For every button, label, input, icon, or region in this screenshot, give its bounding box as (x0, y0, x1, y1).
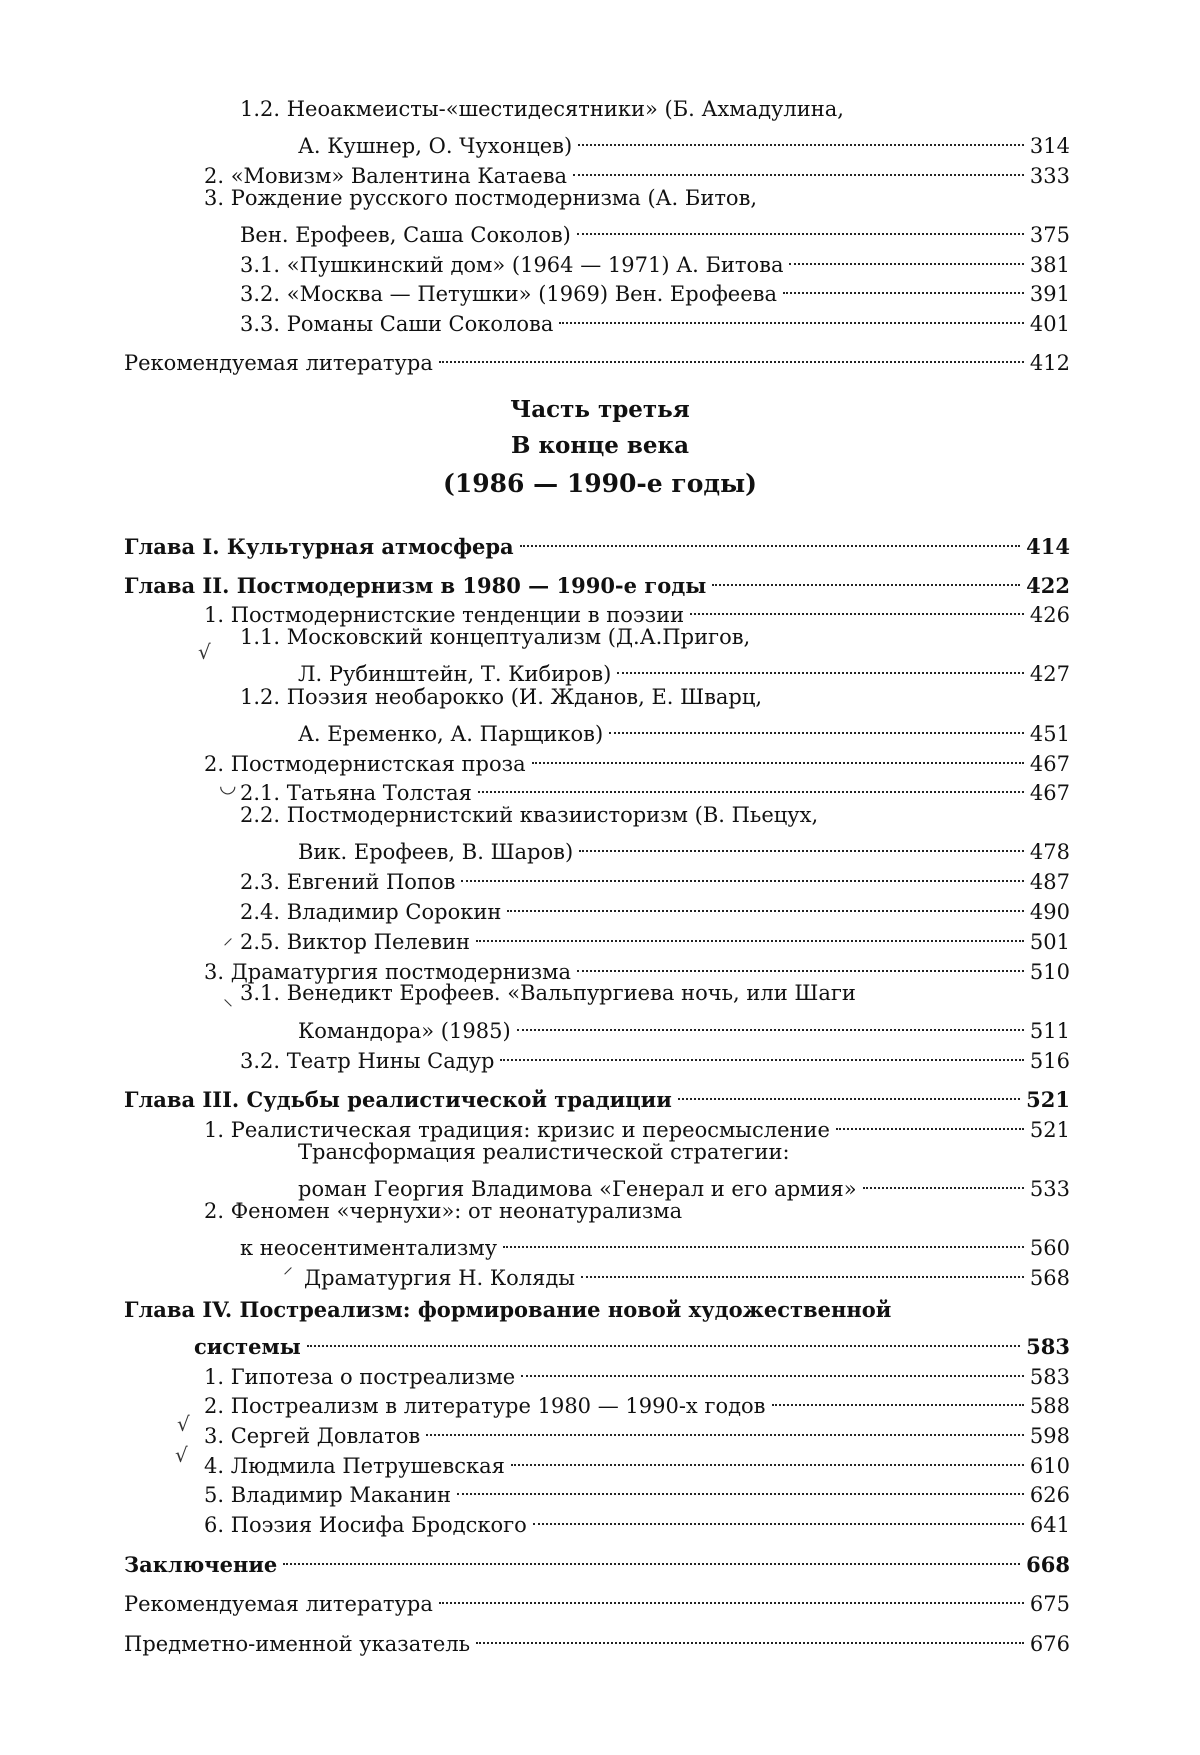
toc-entry-title: 3. Рождение русского постмодернизма (А. Битов, (204, 186, 758, 210)
toc-page-number: 533 (1029, 1177, 1070, 1201)
toc-entry-title: 1.1. Московский концептуализм (Д.А.Пригов, (240, 625, 751, 649)
toc-entry-title: 3.3. Романы Саши Соколова (240, 312, 554, 336)
toc-entry-title: Вен. Ерофеев, Саша Соколов) (240, 223, 571, 247)
toc-page-number: 391 (1029, 282, 1070, 306)
dot-leader (609, 706, 1024, 734)
dot-leader (503, 1220, 1024, 1248)
toc-page-number: 510 (1029, 960, 1070, 984)
toc-page-number: 610 (1029, 1454, 1070, 1478)
dot-leader (712, 558, 1020, 586)
toc-entry-title: к неосентиментализму (240, 1236, 498, 1260)
toc-entry (240, 303, 1070, 336)
toc-entry-title: Глава III. Судьбы реалистической традиции (124, 1087, 672, 1112)
dot-leader (517, 1003, 1024, 1031)
toc-entry (204, 951, 1070, 984)
toc-page-number: 668 (1026, 1552, 1070, 1577)
toc-entry-title: 2.4. Владимир Сорокин (240, 900, 502, 924)
toc-entry-title: Драматургия Н. Коляды (304, 1266, 576, 1290)
toc-entry (204, 594, 1070, 627)
toc-page-number: 583 (1029, 1365, 1070, 1389)
toc-page-number: 451 (1029, 722, 1070, 746)
toc-entry-title: 6. Поэзия Иосифа Бродского (204, 1513, 527, 1537)
dot-leader (307, 1319, 1020, 1347)
toc-entry-title: 3.1. «Пушкинский дом» (1964 — 1971) А. Битова (240, 253, 784, 277)
toc-entry-title: 2.2. Постмодернистский квазиисторизм (В. Пьецух, (240, 803, 819, 827)
toc-page-number: 501 (1029, 930, 1070, 954)
toc-entry (204, 155, 1070, 188)
toc-entry-title: Рекомендуемая литература (124, 1592, 433, 1616)
toc-entry-title: 1. Гипотеза о постреализме (204, 1365, 516, 1389)
dot-leader (439, 1576, 1024, 1604)
toc-entry-title: 2.1. Татьяна Толстая (240, 781, 472, 805)
toc-entry-title: 2. «Мовизм» Валентина Катаева (204, 164, 568, 188)
dot-leader (439, 335, 1024, 363)
toc-page-number: 568 (1029, 1266, 1070, 1290)
part-title: Часть третья (510, 396, 690, 423)
toc-page-number: 676 (1029, 1632, 1070, 1656)
toc-entry-title: 2. Постмодернистская проза (204, 752, 526, 776)
toc-entry-title: Рекомендуемая литература (124, 351, 433, 375)
toc-page-number: 375 (1029, 223, 1070, 247)
dot-leader (476, 1616, 1024, 1644)
toc-page-number: 314 (1029, 134, 1070, 158)
toc-page-number: 412 (1029, 351, 1070, 375)
toc-page-number: 490 (1029, 900, 1070, 924)
toc-page-number: 521 (1026, 1087, 1070, 1112)
toc-entry-title: Глава IV. Постреализм: формирование новой художественной (124, 1297, 892, 1322)
dot-leader (533, 1497, 1024, 1525)
dot-leader (532, 736, 1024, 764)
toc-entry-title: Вик. Ерофеев, В. Шаров) (298, 840, 574, 864)
toc-page-number: 626 (1029, 1483, 1070, 1507)
dot-leader (507, 884, 1024, 912)
dot-leader (511, 1438, 1024, 1466)
toc-entry (124, 342, 1070, 375)
part-years: (1986 — 1990-е годы) (443, 469, 757, 498)
toc-entry-title: 5. Владимир Маканин (204, 1483, 452, 1507)
dot-leader (577, 207, 1024, 235)
dot-leader (283, 1537, 1020, 1565)
toc-page-number: 560 (1029, 1236, 1070, 1260)
toc-page-number: 511 (1029, 1019, 1070, 1043)
toc-page-number: 516 (1029, 1049, 1070, 1073)
handwritten-check-mark: √ (175, 1443, 188, 1467)
toc-entry-title: Предметно-именной указатель (124, 1632, 471, 1656)
toc-entry-title: 1. Реалистическая традиция: кризис и переосмысление (204, 1118, 830, 1142)
dot-leader (476, 914, 1024, 942)
toc-entry (240, 772, 1070, 805)
toc-entry (298, 653, 1070, 686)
dot-leader (559, 296, 1024, 324)
toc-page-number: 422 (1026, 573, 1070, 598)
toc-entry-title: 2. Феномен «чернухи»: от неонатурализма (204, 1199, 683, 1223)
toc-entry (124, 526, 1070, 559)
toc-entry-title: Трансформация реалистической стратегии: (298, 1140, 790, 1164)
dot-leader (690, 587, 1024, 615)
dot-leader (617, 646, 1024, 674)
toc-entry (304, 1257, 1070, 1290)
toc-entry-title: 2.3. Евгений Попов (240, 870, 456, 894)
dot-leader (772, 1378, 1024, 1406)
toc-entry-title: 2. Постреализм в литературе 1980 — 1990-х годов (204, 1394, 766, 1418)
dot-leader (678, 1072, 1020, 1100)
toc-entry-title: 1. Постмодернистские тенденции в поэзии (204, 603, 685, 627)
toc-entry (204, 1504, 1070, 1537)
toc-page-number: 427 (1029, 662, 1070, 686)
toc-entry (240, 1040, 1070, 1073)
toc-entry-title: 3.2. Театр Нины Садур (240, 1049, 495, 1073)
toc-entry-title: Заключение (124, 1552, 278, 1577)
toc-page-number: 478 (1029, 840, 1070, 864)
toc-entry (124, 1583, 1070, 1616)
toc-page-number: 381 (1029, 253, 1070, 277)
toc-entry-title: 3. Сергей Довлатов (204, 1424, 421, 1448)
toc-entry-title: 3.1. Венедикт Ерофеев. «Вальпургиева ночь, или Шаги (240, 981, 856, 1005)
toc-page-number: 487 (1029, 870, 1070, 894)
toc-entry (298, 1139, 790, 1165)
toc-entry-title: 3. Драматургия постмодернизма (204, 960, 572, 984)
toc-entry (298, 1168, 1070, 1201)
toc-entry-title: 1.2. Неоакмеисты-«шестидесятники» (Б. Ахмадулина, (240, 97, 844, 121)
dot-leader (578, 118, 1024, 146)
toc-entry-title: 2.5. Виктор Пелевин (240, 930, 471, 954)
handwritten-check-mark: √ (198, 640, 211, 664)
dot-leader (521, 1349, 1024, 1377)
toc-page-number: 401 (1029, 312, 1070, 336)
toc-entry-title: роман Георгия Владимова «Генерал и его армия» (298, 1177, 857, 1201)
toc-page-number: 583 (1026, 1334, 1070, 1359)
dot-leader (573, 148, 1024, 176)
handwritten-check-mark: ◡ (219, 773, 237, 797)
dot-leader (581, 1250, 1024, 1278)
toc-entry-title: Глава I. Культурная атмосфера (124, 534, 514, 559)
dot-leader (789, 237, 1023, 265)
toc-page-number: 588 (1029, 1394, 1070, 1418)
toc-entry-title: Глава II. Постмодернизм в 1980 — 1990-е годы (124, 573, 707, 598)
handwritten-check-mark: ⸝ (223, 925, 233, 949)
dot-leader (863, 1161, 1024, 1189)
dot-leader (426, 1408, 1024, 1436)
handwritten-check-mark: ⸜ (223, 986, 233, 1010)
toc-page-number: 414 (1026, 534, 1070, 559)
dot-leader (579, 824, 1024, 852)
toc-entry-title: А. Еременко, А. Парщиков) (298, 722, 604, 746)
dot-leader (783, 266, 1024, 294)
toc-entry-title: 1.2. Поэзия необарокко (И. Жданов, Е. Шварц, (240, 685, 763, 709)
toc-page-number: 675 (1029, 1592, 1070, 1616)
toc-entry-title: системы (194, 1334, 301, 1359)
dot-leader (457, 1467, 1024, 1495)
toc-entry-title: Командора» (1985) (298, 1019, 511, 1043)
dot-leader (836, 1102, 1024, 1130)
toc-page-number: 426 (1029, 603, 1070, 627)
handwritten-check-mark: ⸝ (283, 1254, 293, 1278)
toc-entry (124, 1623, 1070, 1656)
toc-page-number: 467 (1029, 781, 1070, 805)
part-subtitle: В конце века (511, 432, 689, 459)
dot-leader (500, 1033, 1023, 1061)
toc-entry-title: 4. Людмила Петрушевская (204, 1454, 505, 1478)
toc-page-number: 467 (1029, 752, 1070, 776)
toc-page-number: 598 (1029, 1424, 1070, 1448)
dot-leader (478, 765, 1024, 793)
toc-entry-title: А. Кушнер, О. Чухонцев) (298, 134, 573, 158)
toc-entry (124, 1544, 1070, 1577)
toc-entry-title: Л. Рубинштейн, Т. Кибиров) (298, 662, 612, 686)
toc-page-number: 521 (1029, 1118, 1070, 1142)
toc-page-number: 641 (1029, 1513, 1070, 1537)
handwritten-check-mark: √ (177, 1412, 190, 1436)
toc-page-number: 333 (1029, 164, 1070, 188)
toc-entry (204, 1109, 1070, 1142)
dot-leader (461, 854, 1023, 882)
toc-entry-title: 3.2. «Москва — Петушки» (1969) Вен. Ерофеева (240, 282, 777, 306)
dot-leader (577, 944, 1024, 972)
dot-leader (520, 519, 1020, 547)
